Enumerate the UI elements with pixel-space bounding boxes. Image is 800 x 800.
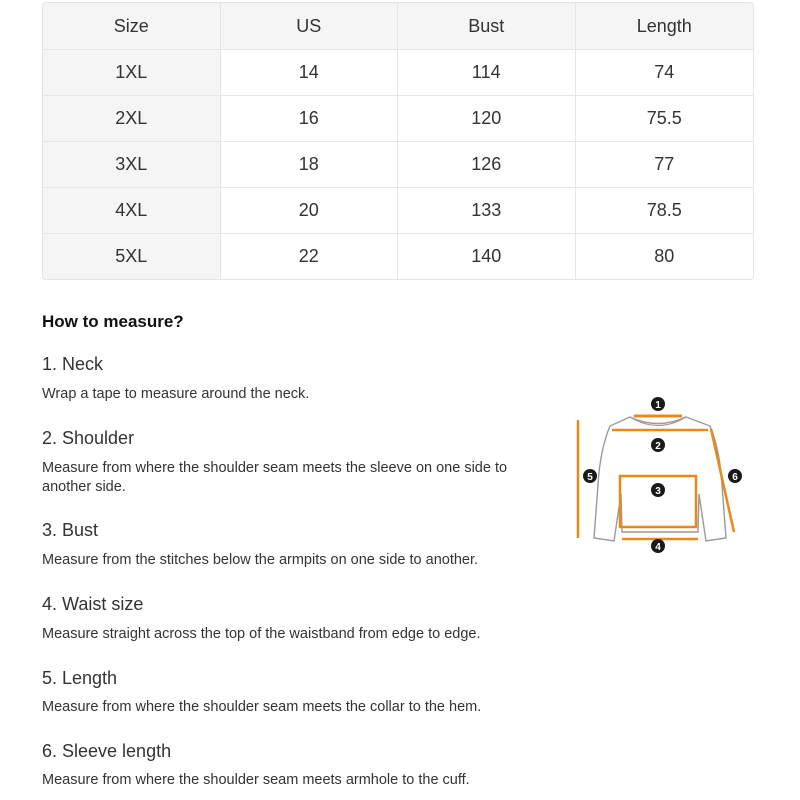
marker-4 — [651, 539, 665, 553]
table-row — [43, 142, 753, 188]
marker-5 — [583, 469, 597, 483]
header-us: US — [221, 3, 399, 50]
cell-size: 4XL — [43, 188, 221, 234]
measurement-diagram — [570, 390, 750, 560]
cell-us: 20 — [221, 188, 399, 234]
marker-2 — [651, 438, 665, 452]
cell-bust: 114 — [398, 50, 576, 96]
sweater-diagram-svg — [570, 390, 750, 560]
cell-bust: 126 — [398, 142, 576, 188]
cell-size: 5XL — [43, 234, 221, 279]
table-row — [43, 234, 753, 279]
marker-2-label: 2 — [655, 441, 661, 452]
cell-bust: 133 — [398, 188, 576, 234]
step-neck-title: 1. Neck — [42, 354, 104, 374]
step-sleeve-title: 6. Sleeve length — [42, 741, 172, 761]
marker-3-label: 3 — [655, 486, 661, 497]
step-shoulder-title: 2. Shoulder — [42, 428, 135, 448]
marker-4-label: 4 — [655, 542, 661, 553]
cell-length: 75.5 — [576, 96, 754, 142]
table-row — [43, 188, 753, 234]
marker-5-label: 5 — [587, 472, 593, 483]
table-row — [43, 96, 753, 142]
step-waist-desc: Measure straight across the top of the waistband from edge to edge. — [42, 626, 481, 642]
step-length-title: 5. Length — [42, 668, 118, 688]
header-size: Size — [43, 3, 221, 50]
how-to-measure-heading: How to measure? — [42, 312, 184, 331]
size-chart-table — [42, 2, 754, 280]
cell-length: 80 — [654, 246, 675, 266]
sweater-collar — [630, 417, 686, 426]
step-shoulder-desc: Measure from where the shoulder seam meets the sleeve on one side to another side. — [42, 460, 508, 495]
cell-us: 22 — [221, 234, 399, 279]
cell-us: 16 — [221, 96, 399, 142]
header-bust: Bust — [398, 3, 576, 50]
cell-size: 2XL — [43, 96, 221, 142]
table-header-row — [43, 3, 753, 50]
cell-bust: 120 — [398, 96, 576, 142]
table-row — [43, 50, 753, 96]
cell-length: 77 — [576, 142, 754, 188]
cell-us: 14 — [221, 50, 399, 96]
step-length-desc: Measure from where the shoulder seam meets the collar to the hem. — [42, 699, 482, 715]
marker-6 — [728, 469, 742, 483]
marker-3 — [651, 483, 665, 497]
cell-length: 78.5 — [576, 188, 754, 234]
step-neck-desc: Wrap a tape to measure around the neck. — [42, 386, 310, 402]
step-bust-title: 3. Bust — [42, 520, 99, 540]
cell-length: 74 — [576, 50, 754, 96]
how-to-measure-section — [42, 312, 562, 332]
header-length: Length — [576, 3, 754, 50]
marker-6-label: 6 — [732, 472, 738, 483]
step-bust-desc: Measure from the stitches below the armpits on one side to another. — [42, 552, 479, 568]
cell-us: 18 — [221, 142, 399, 188]
step-waist-title: 4. Waist size — [42, 594, 144, 614]
sweater-outline — [594, 417, 726, 541]
marker-1-label: 1 — [655, 400, 661, 411]
marker-1 — [651, 397, 665, 411]
cell-size: 1XL — [43, 50, 221, 96]
cell-size: 3XL — [43, 142, 221, 188]
step-sleeve-desc: Measure from where the shoulder seam meets armhole to the cuff. — [42, 772, 470, 788]
cell-bust: 140 — [398, 234, 576, 279]
